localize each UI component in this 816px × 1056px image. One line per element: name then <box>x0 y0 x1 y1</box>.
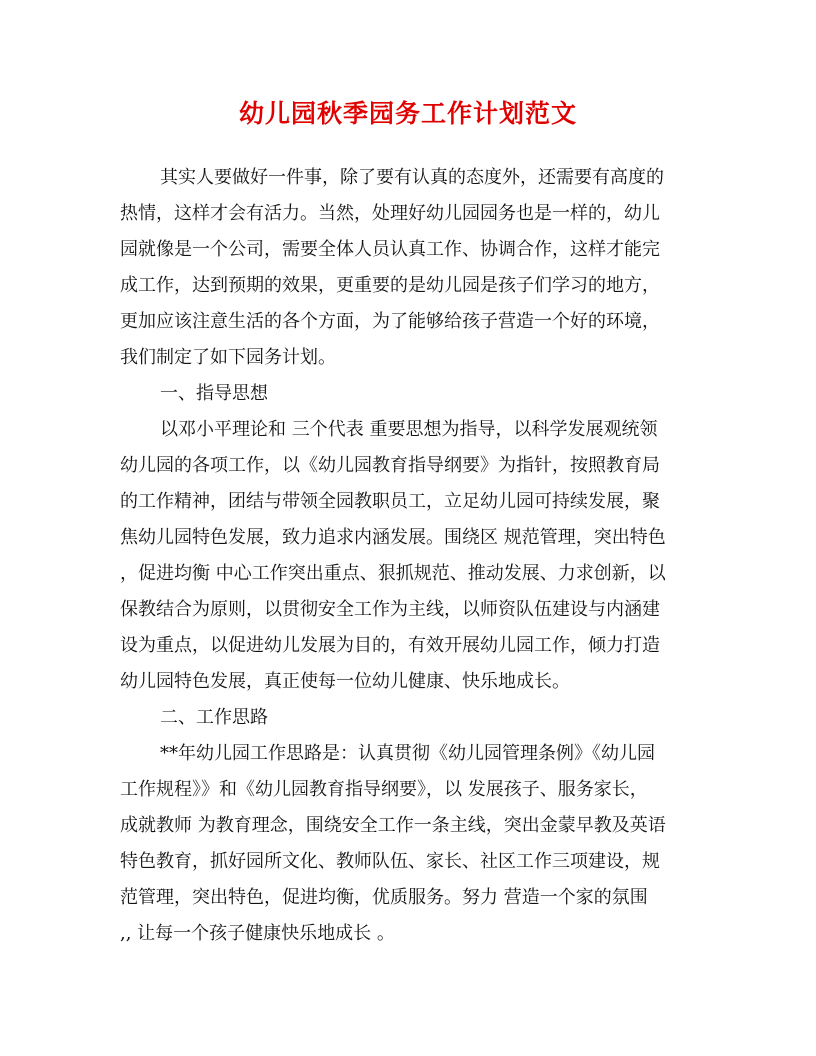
document-title: 幼儿园秋季园务工作计划范文 <box>238 99 577 128</box>
section2-line: 工作规程》》和《幼儿园教育指导纲要》，以 发展孩子、服务家长， <box>120 779 648 800</box>
intro-line: 我们制定了如下园务计划。 <box>120 347 336 368</box>
section2-line: 成就教师 为教育理念，围绕安全工作一条主线，突出金蒙早教及英语 <box>120 815 666 836</box>
section2-line: 范管理，突出特色，促进均衡，优质服务。努力 营造一个家的氛围 <box>120 887 648 908</box>
section2-line: **年幼儿园工作思路是：认真贯彻《幼儿园管理条例》《幼儿园 <box>160 743 655 764</box>
intro-line: 更加应该注意生活的各个方面，为了能够给孩子营造一个好的环境， <box>120 311 660 332</box>
intro-line: 热情，这样才会有活力。当然，处理好幼儿园园务也是一样的，幼儿 <box>120 203 660 224</box>
section1-line: ，促进均衡 中心工作突出重点、狠抓规范、推动发展、力求创新，以 <box>120 563 666 584</box>
section1-line: 焦幼儿园特色发展，致力追求内涵发展。围绕区 规范管理，突出特色 <box>120 527 666 548</box>
document-body <box>120 160 700 952</box>
section2-line: ,, 让每一个孩子健康快乐地成长 。 <box>120 923 395 944</box>
section1-line: 的工作精神，团结与带领全园教职员工，立足幼儿园可持续发展，聚 <box>120 491 660 512</box>
intro-line: 成工作，达到预期的效果，更重要的是幼儿园是孩子们学习的地方， <box>120 275 660 296</box>
section2-line: 特色教育，抓好园所文化、教师队伍、家长、社区工作三项建设，规 <box>120 851 660 872</box>
intro-line: 其实人要做好一件事，除了要有认真的态度外，还需要有高度的 <box>160 167 664 188</box>
section1-heading: 一、指导思想 <box>160 383 268 404</box>
section2-heading: 二、工作思路 <box>160 707 268 728</box>
section1-line: 幼儿园特色发展，真正使每一位幼儿健康、快乐地成长。 <box>120 671 570 692</box>
intro-line: 园就像是一个公司，需要全体人员认真工作、协调合作，这样才能完 <box>120 239 660 260</box>
section1-line: 保教结合为原则，以贯彻安全工作为主线，以师资队伍建设与内涵建 <box>120 599 660 620</box>
section1-line: 幼儿园的各项工作，以《幼儿园教育指导纲要》为指针，按照教育局 <box>120 455 660 476</box>
section1-line: 以邓小平理论和 三个代表 重要思想为指导，以科学发展观统领 <box>160 419 658 440</box>
section1-line: 设为重点，以促进幼儿发展为目的，有效开展幼儿园工作，倾力打造 <box>120 635 660 656</box>
